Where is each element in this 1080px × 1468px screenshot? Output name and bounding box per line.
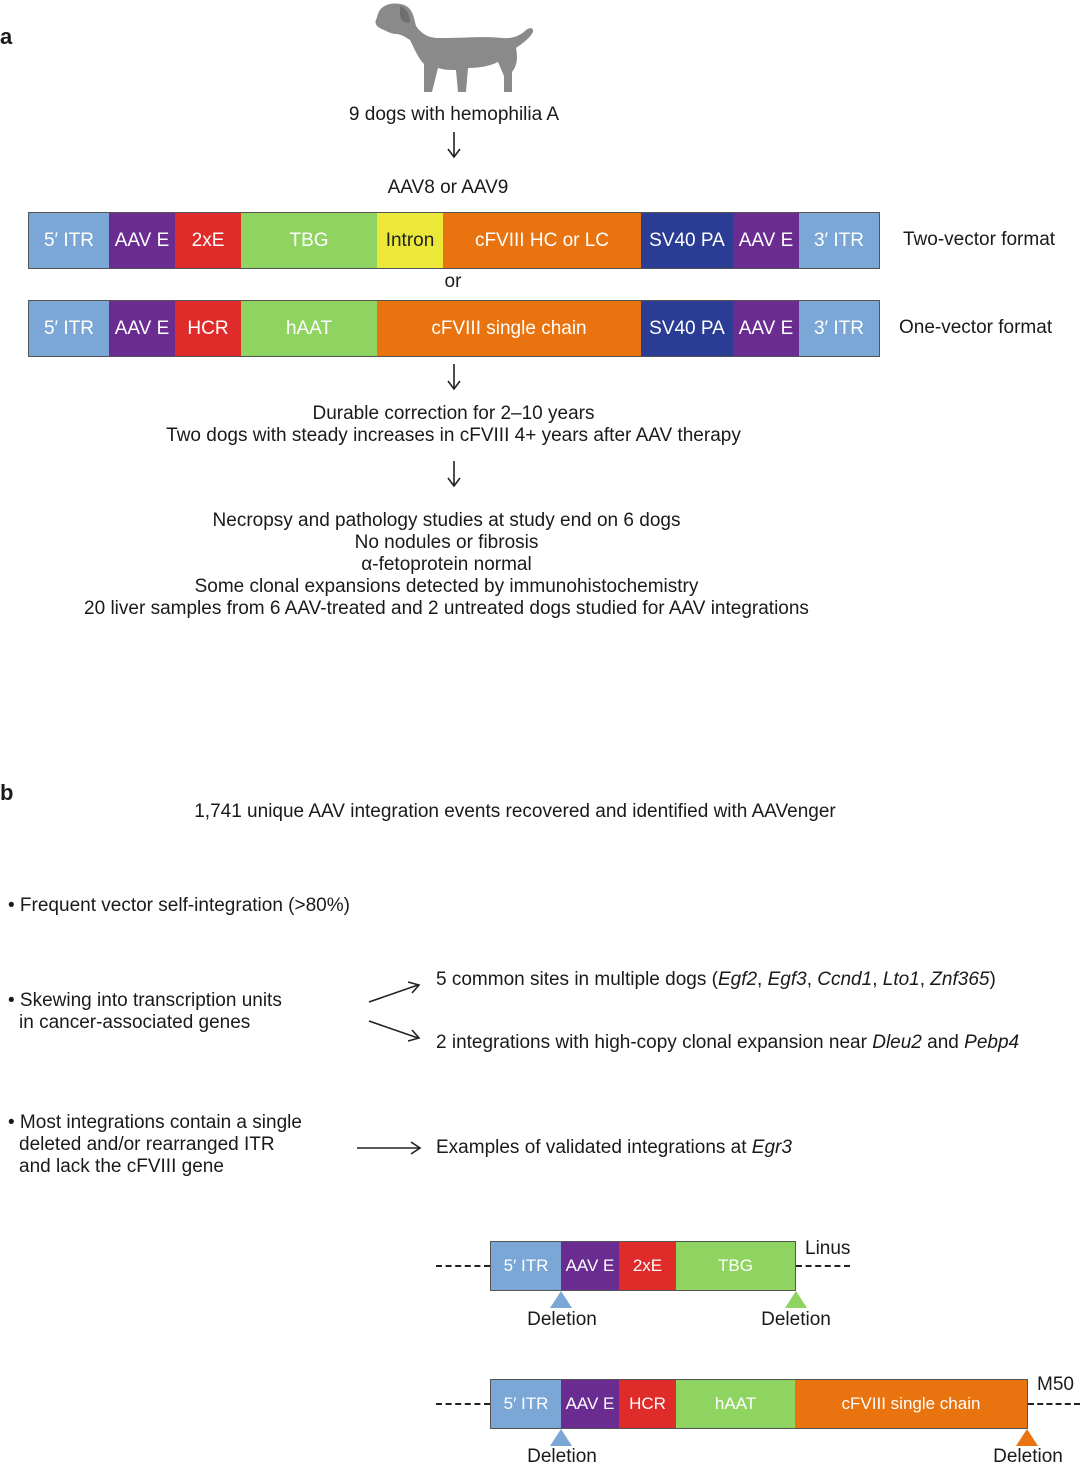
two-vector-construct [28, 212, 880, 269]
segment-2xe: 2xE [619, 1242, 676, 1290]
deletion-marker-icon [550, 1291, 572, 1308]
gene-ccnd1: Ccnd1 [817, 969, 873, 990]
segment-cfviii-single-chain: cFVIII single chain [795, 1380, 1027, 1428]
gene-lto1: Lto1 [882, 969, 920, 990]
gene-egr3: Egr3 [751, 1137, 792, 1158]
deletion-marker-icon [785, 1291, 807, 1308]
pathology-line-4: Some clonal expansions detected by immunohistochemistry [194, 576, 699, 597]
segment-haat: hAAT [241, 301, 377, 356]
segment-aav-e: AAV E [561, 1242, 619, 1290]
dog-icon [370, 0, 540, 100]
gene-znf365: Znf365 [930, 969, 990, 990]
host-genome-right [796, 1265, 850, 1267]
result-line-2: Two dogs with steady increases in cFVIII 4+ years after AAV therapy [166, 425, 741, 446]
segment-5-itr: 5′ ITR [491, 1242, 561, 1290]
segment-tbg: TBG [241, 213, 377, 268]
integration-headline: 1,741 unique AAV integration events recovered and identified with AAVenger [194, 801, 836, 822]
arrow-up-right-icon [366, 980, 426, 1006]
one-vector-format-label: One-vector format [899, 317, 1053, 338]
host-genome-left [436, 1265, 490, 1267]
m50-integration-construct [490, 1379, 1028, 1429]
linus-label: Linus [805, 1238, 851, 1259]
arrow-down-icon [447, 461, 461, 487]
linus-deletion-right: Deletion [761, 1309, 831, 1330]
segment-cfviii-hc-lc: cFVIII HC or LC [443, 213, 641, 268]
segment-5-itr: 5′ ITR [29, 213, 109, 268]
panel-b-letter: b [0, 780, 14, 805]
segment-hcr: HCR [619, 1380, 676, 1428]
bullet-itr-line-3: and lack the cFVIII gene [19, 1156, 224, 1177]
linus-integration-construct [490, 1241, 796, 1291]
segment-sv40-pa: SV40 PA [641, 301, 733, 356]
segment-5-itr: 5′ ITR [29, 301, 109, 356]
arrow-right-icon [355, 1140, 425, 1156]
m50-label: M50 [1037, 1374, 1074, 1395]
pathology-line-3: α-fetoprotein normal [361, 554, 532, 575]
pathology-line-1: Necropsy and pathology studies at study end on 6 dogs [212, 510, 681, 531]
segment-sv40-pa: SV40 PA [641, 213, 733, 268]
host-genome-left [436, 1403, 490, 1405]
segment-2xe: 2xE [175, 213, 241, 268]
or-label: or [444, 271, 462, 292]
result-line-1: Durable correction for 2–10 years [312, 403, 595, 424]
segment-hcr: HCR [175, 301, 241, 356]
bullet-skewing-line-2: in cancer-associated genes [19, 1012, 251, 1033]
finding-common-sites: 5 common sites in multiple dogs (Egf2, Egf3, Ccnd1, Lto1, Znf365) [436, 969, 996, 990]
segment-cfviii-single-chain: cFVIII single chain [377, 301, 641, 356]
m50-deletion-right: Deletion [993, 1446, 1063, 1467]
host-genome-right [1028, 1403, 1080, 1405]
segment-aav-e-2: AAV E [733, 213, 799, 268]
gene-egf3: Egf3 [767, 969, 807, 990]
m50-deletion-left: Deletion [527, 1446, 597, 1467]
gene-dleu2: Dleu2 [872, 1032, 922, 1053]
deletion-marker-icon [1016, 1429, 1038, 1446]
deletion-marker-icon [550, 1429, 572, 1446]
vector-serotype-label: AAV8 or AAV9 [387, 177, 509, 198]
gene-pebp4: Pebp4 [964, 1032, 1020, 1053]
pathology-line-5: 20 liver samples from 6 AAV-treated and 2 untreated dogs studied for AAV integrations [84, 598, 809, 619]
linus-deletion-left: Deletion [527, 1309, 597, 1330]
arrow-down-icon [447, 364, 461, 390]
gene-egf2: Egf2 [717, 969, 758, 990]
two-vector-format-label: Two-vector format [903, 229, 1056, 250]
panel-a-letter: a [0, 24, 13, 49]
segment-aav-e: AAV E [109, 301, 175, 356]
segment-tbg: TBG [676, 1242, 795, 1290]
arrow-down-right-icon [366, 1018, 426, 1044]
bullet-self-integration: • Frequent vector self-integration (>80%) [8, 895, 350, 916]
finding-egr3-examples: Examples of validated integrations at Egr3 [436, 1137, 792, 1158]
bullet-skewing-line-1: • Skewing into transcription units [8, 990, 282, 1011]
segment-aav-e: AAV E [109, 213, 175, 268]
segment-3-itr: 3′ ITR [799, 301, 879, 356]
segment-aav-e-2: AAV E [733, 301, 799, 356]
one-vector-construct [28, 300, 880, 357]
segment-haat: hAAT [676, 1380, 795, 1428]
bullet-itr-line-2: deleted and/or rearranged ITR [19, 1134, 275, 1155]
arrow-down-icon [447, 132, 461, 158]
segment-intron: Intron [377, 213, 443, 268]
finding-clonal-expansion: 2 integrations with high-copy clonal expansion near Dleu2 and Pebp4 [436, 1032, 1020, 1053]
dogs-label: 9 dogs with hemophilia A [348, 104, 560, 125]
pathology-line-2: No nodules or fibrosis [354, 532, 539, 553]
bullet-itr-line-1: • Most integrations contain a single [8, 1112, 302, 1133]
segment-aav-e: AAV E [561, 1380, 619, 1428]
segment-3-itr: 3′ ITR [799, 213, 879, 268]
segment-5-itr: 5′ ITR [491, 1380, 561, 1428]
